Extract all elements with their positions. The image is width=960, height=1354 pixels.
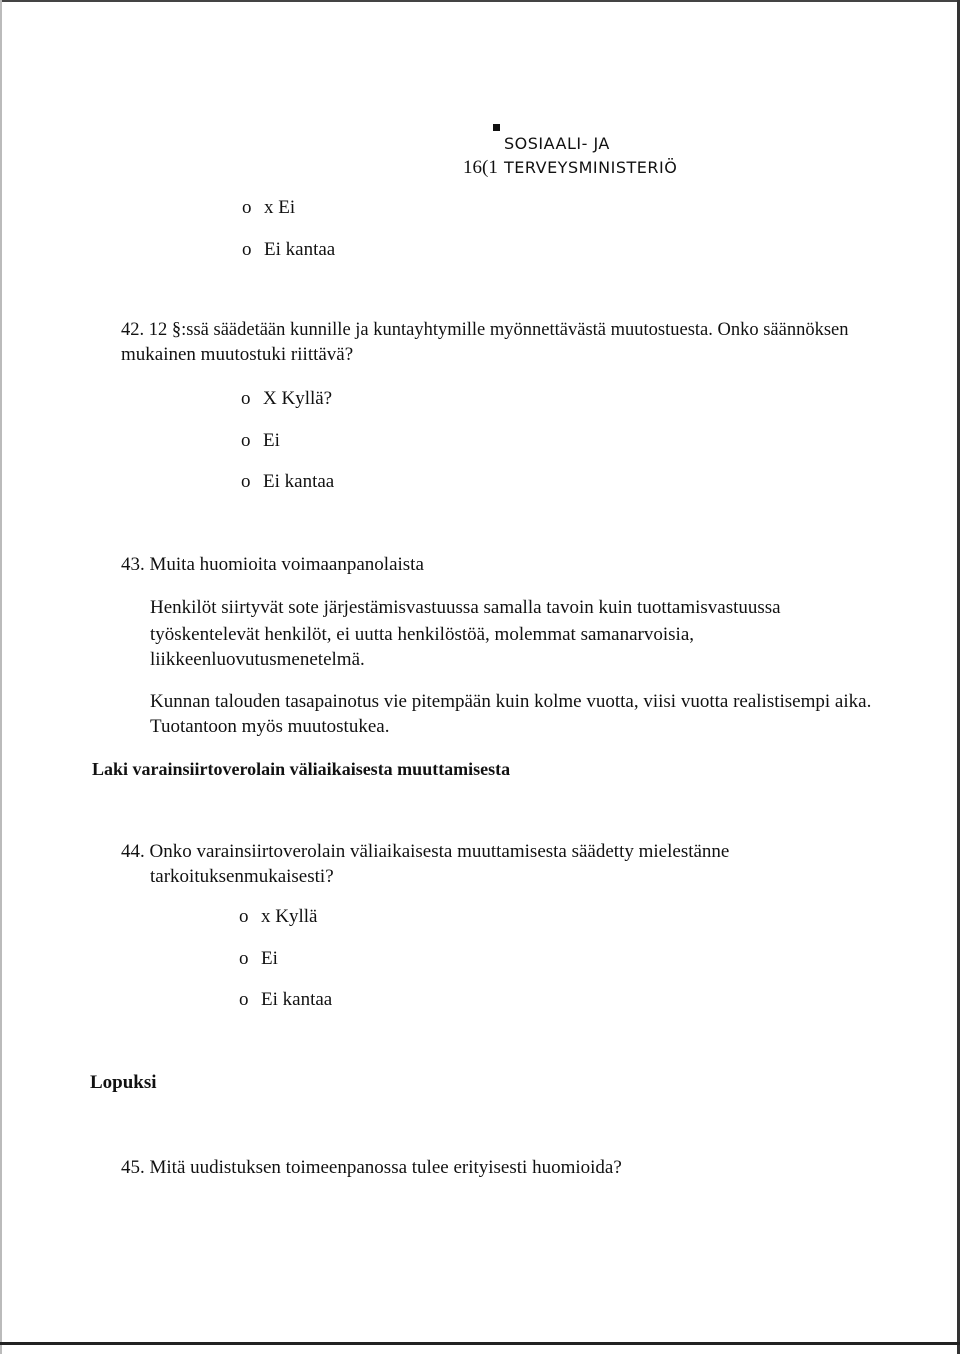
option-row: [242, 238, 335, 262]
option-bullet: o: [239, 989, 249, 1010]
closing-title: Lopuksi: [90, 1072, 157, 1093]
section-title: Laki varainsiirtoverolain väliaikaisesta muuttamisesta: [92, 759, 511, 779]
q43-paragraph2-line2: Tuotantoon myös muutostukea.: [150, 716, 390, 737]
option-bullet: o: [239, 948, 249, 969]
option-row: [239, 947, 278, 971]
question-42-line2: mukainen muutostuki riittävä?: [121, 344, 354, 365]
option-label: Ei kantaa: [261, 989, 333, 1010]
org-name-line1: SOSIAALI- JA: [504, 134, 610, 153]
question-43-title: 43. Muita huomioita voimaanpanolaista: [121, 554, 424, 575]
top-border: [0, 0, 960, 2]
question-42-line1: 42. 12 §:ssä säädetään kunnille ja kuntayhtymille myönnettävästä muutostuesta. Onko säännöksen: [121, 320, 849, 340]
option-row: [241, 387, 332, 411]
q43-paragraph1-line2: työskentelevät henkilöt, ei uutta henkilöstöä, molemmat samanarvoisia,: [150, 624, 695, 645]
option-bullet: o: [242, 197, 252, 218]
bottom-border: [0, 1342, 960, 1345]
option-bullet: o: [241, 430, 251, 451]
option-label: Ei: [261, 948, 278, 969]
option-row: [239, 988, 332, 1012]
left-border: [0, 0, 2, 1354]
question-44-line1: 44. Onko varainsiirtoverolain väliaikaisesta muuttamisesta säädetty mielestänne: [121, 841, 730, 862]
question-44-line2: tarkoituksenmukaisesti?: [150, 866, 334, 887]
option-label: X Kyllä?: [263, 388, 333, 409]
option-bullet: o: [242, 239, 252, 260]
option-label: Ei kantaa: [263, 471, 335, 492]
q43-paragraph2-line1: Kunnan talouden tasapainotus vie pitempään kuin kolme vuotta, viisi vuotta realistisempi aika.: [150, 691, 872, 712]
header-mark-icon: [493, 124, 500, 131]
option-label: x Ei: [264, 197, 296, 218]
option-bullet: o: [241, 388, 251, 409]
option-label: Ei: [263, 430, 280, 451]
q43-paragraph1-line1: Henkilöt siirtyvät sote järjestämisvastuussa samalla tavoin kuin tuottamisvastuussa: [150, 597, 781, 618]
org-name-line2: TERVEYSMINISTERIÖ: [504, 158, 678, 177]
option-row: [239, 905, 317, 929]
question-45: 45. Mitä uudistuksen toimeenpanossa tulee erityisesti huomioida?: [121, 1157, 622, 1178]
page-number: 16(1: [463, 157, 498, 178]
option-row: [242, 196, 295, 220]
q43-paragraph1-line3: liikkeenluovutusmenetelmä.: [150, 649, 365, 670]
option-row: [241, 470, 334, 494]
option-label: x Kyllä: [261, 906, 318, 927]
option-row: [241, 429, 280, 453]
option-label: Ei kantaa: [264, 239, 336, 260]
option-bullet: o: [241, 471, 251, 492]
option-bullet: o: [239, 906, 249, 927]
